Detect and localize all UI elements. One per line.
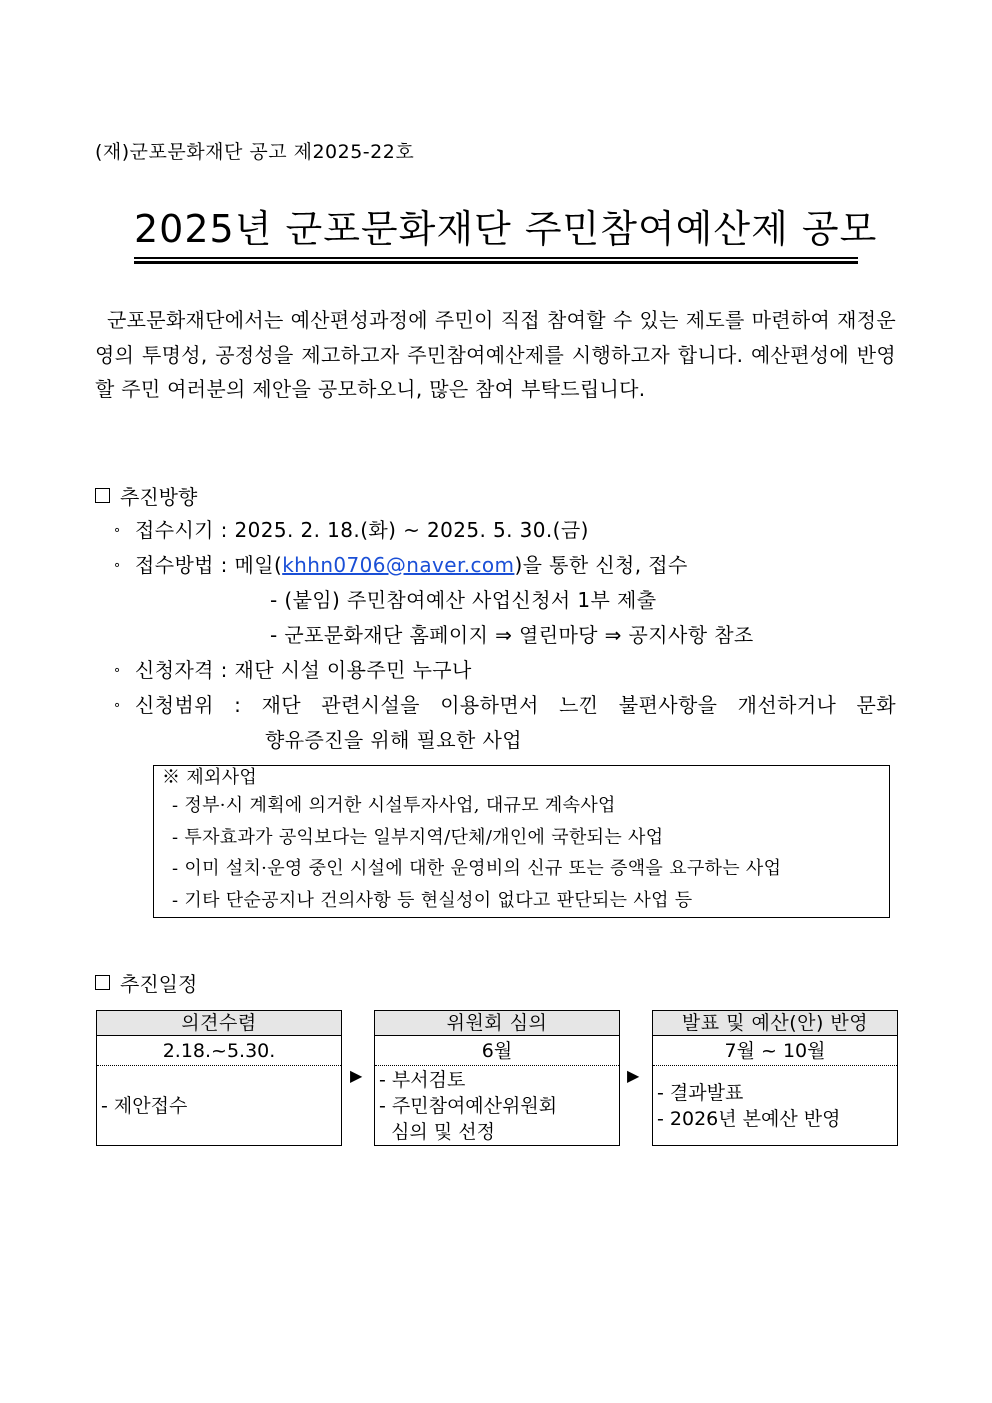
bullet-icon: ∘	[113, 558, 122, 573]
title-block	[134, 201, 878, 264]
step-detail-line: - 제안접수	[101, 1094, 188, 1117]
method-sub-line-2: - 군포문화재단 홈페이지 ⇒ 열린마당 ⇒ 공지사항 참조	[270, 623, 754, 647]
square-box-icon	[95, 975, 110, 990]
method-line	[113, 549, 688, 578]
step-details	[97, 1066, 341, 1145]
step-detail-line: - 결과발표	[657, 1081, 744, 1104]
step-date: 2.18.~5.30.	[97, 1036, 341, 1066]
intro-paragraph	[95, 303, 896, 407]
title-underline	[134, 257, 858, 259]
step-name: 발표 및 예산(안) 반영	[653, 1011, 897, 1036]
exclusion-item: - 정부·시 계획에 의거한 시설투자사업, 대규모 계속사업	[172, 795, 616, 816]
exclusion-item: - 이미 설치·운영 중인 시설에 대한 운영비의 신규 또는 증액을 요구하는 사업	[172, 858, 782, 879]
step-detail-line: - 주민참여예산위원회	[379, 1094, 558, 1117]
step-date: 6월	[375, 1036, 619, 1066]
exclusion-item: - 투자효과가 공익보다는 일부지역/단체/개인에 국한되는 사업	[172, 826, 664, 848]
period-line	[113, 514, 589, 543]
step-name: 의견수렴	[97, 1011, 341, 1036]
step-detail-line: - 부서검토	[379, 1068, 466, 1091]
step-detail-line: - 2026년 본예산 반영	[657, 1107, 841, 1130]
exclusions-box	[153, 765, 890, 918]
eligibility-text: 신청자격 : 재단 시설 이용주민 누구나	[135, 658, 472, 682]
title-underline-thick	[134, 261, 858, 264]
right-arrow-icon: ▶	[350, 1066, 363, 1085]
schedule-step-2	[374, 1010, 620, 1146]
exclusions-title: ※ 제외사업	[162, 767, 258, 788]
square-box-icon	[95, 488, 110, 503]
exclusion-item: - 기타 단순공지나 건의사항 등 현실성이 없다고 판단되는 사업 등	[172, 889, 693, 911]
notice-number: (재)군포문화재단 공고 제2025-22호	[95, 141, 415, 163]
step-name: 위원회 심의	[375, 1011, 619, 1036]
method-text-suffix: )을 통한 신청, 접수	[514, 553, 688, 577]
email-link[interactable]: khhn0706@naver.com	[282, 553, 515, 577]
section-title: 추진방향	[120, 485, 198, 509]
section-heading-direction	[95, 481, 197, 510]
section-title: 추진일정	[120, 972, 198, 996]
bullet-icon: ∘	[113, 698, 122, 713]
step-date: 7월 ~ 10월	[653, 1036, 897, 1066]
page-title: 2025년 군포문화재단 주민참여예산제 공모	[134, 207, 878, 251]
period-text: 접수시기 : 2025. 2. 18.(화) ~ 2025. 5. 30.(금)	[135, 518, 589, 542]
right-arrow-icon: ▶	[627, 1066, 640, 1085]
method-text-prefix: 접수방법 : 메일(	[135, 553, 283, 577]
bullet-icon: ∘	[113, 523, 122, 538]
method-sub-line-1: - (붙임) 주민참여예산 사업신청서 1부 제출	[270, 588, 657, 612]
intro-text: 군포문화재단에서는 예산편성과정에 주민이 직접 참여할 수 있는 제도를 마련하여 재정운영의 투명성, 공정성을 제고하고자 주민참여예산제를 시행하고자 합니다. 예산편성에 반영할 주민 여러분의 제안을 공모하오니, 많은 참여 부탁드립니다.	[95, 308, 896, 401]
scope-line-cont: 향유증진을 위해 필요한 사업	[265, 728, 522, 752]
eligibility-line	[113, 654, 472, 683]
bullet-icon: ∘	[113, 663, 122, 678]
scope-text: 신청범위 : 재단 관련시설을 이용하면서 느낀 불편사항을 개선하거나 문화	[135, 693, 896, 717]
schedule-step-1	[96, 1010, 342, 1146]
scope-line	[113, 689, 896, 718]
section-heading-schedule	[95, 968, 197, 997]
step-detail-line: 심의 및 선정	[379, 1120, 495, 1143]
step-details	[375, 1066, 619, 1145]
schedule-step-3	[652, 1010, 898, 1146]
step-details	[653, 1066, 897, 1145]
